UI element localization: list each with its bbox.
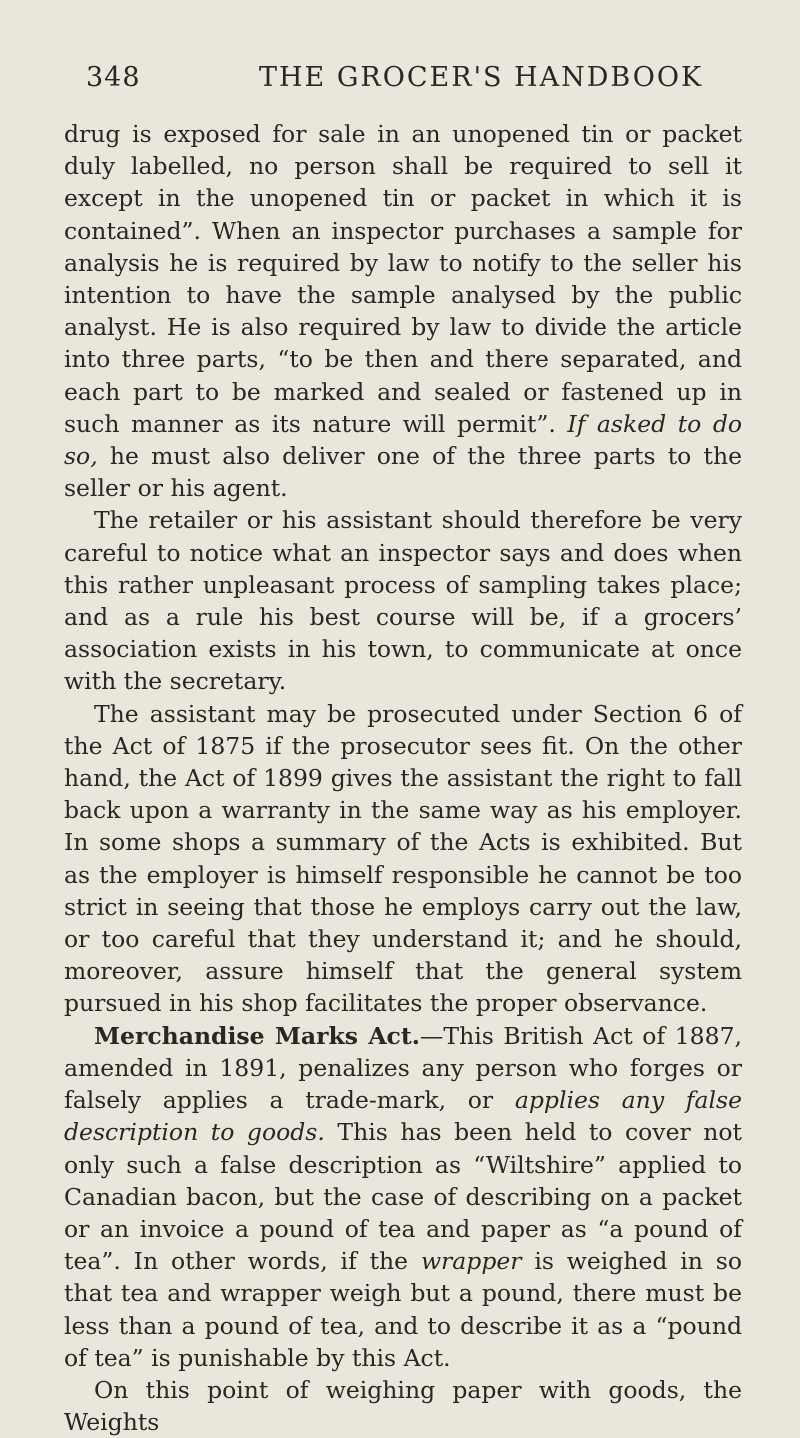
paragraph-5: On this point of weighing paper with goods, the Weights [64,1375,742,1437]
paragraph-1-text-a: drug is exposed for sale in an unopened tin or packet duly labelled, no person shall be required to sell it except in the unopened tin or packet in which it is contained”. When an inspector purchases a sample for analysis he is required by law to notify to the seller his intention to have the sample analysed by the public analyst. He is also required by law to divide the article into three parts, “to be then and there separated, and each part to be marked and sealed or fastened up in such manner as its nature will permit”. [64,120,742,438]
paragraph-4-italic-b: applies any false description to goods. [64,1086,742,1147]
paragraph-4-text-c: This has been held to cover not only such a false description as “Wiltshire” applied to Canadian bacon, but the case of describing on a packet or an invoice a pound of tea and paper as “a pound of tea”. In other words, if the [64,1118,742,1276]
section-heading-merchandise-marks: Merchandise Marks Act. [94,1021,420,1050]
paragraph-1-text-c: he must also deliver one of the three parts to the seller or his agent. [64,442,742,503]
paragraph-4 [64,1020,742,1374]
paragraph-4-italic-d: wrapper [420,1247,522,1276]
body-text [64,118,742,1438]
page-header [64,62,742,102]
paragraph-1-italic: If asked to do so, [64,409,743,471]
page-number: 348 [86,62,141,93]
paragraph-4-text-e: is weighed in so that tea and wrapper weigh but a pound, there must be less than a pound of tea, and to describe it as a “pound of tea” is punishable by this Act. [64,1247,742,1372]
running-head: THE GROCER'S HANDBOOK [259,62,704,93]
paragraph-2: The retailer or his assistant should therefore be very careful to notice what an inspector says and does when this rather unpleasant process of sampling takes place; and as a rule his best course will be, if a grocers’ association exists in his town, to communicate at once with the secretary. [64,506,742,696]
paragraph-3: The assistant may be prosecuted under Section 6 of the Act of 1875 if the prosecutor sees fit. On the other hand, the Act of 1899 gives the assistant the right to fall back upon a warranty in the same way as his employer. In some shops a summary of the Acts is exhibited. But as the employer is himself responsible he cannot be too strict in seeing that those he employs carry out the law, or too careful that they understand it; and he should, moreover, assure himself that the general system pursued in his shop facilitates the proper observance. [64,699,742,1018]
paragraph-1 [64,118,742,504]
paragraph-4-text-a: —This British Act of 1887, amended in 1891, penalizes any person who forges or falsely applies a trade-mark, or [64,1021,743,1115]
